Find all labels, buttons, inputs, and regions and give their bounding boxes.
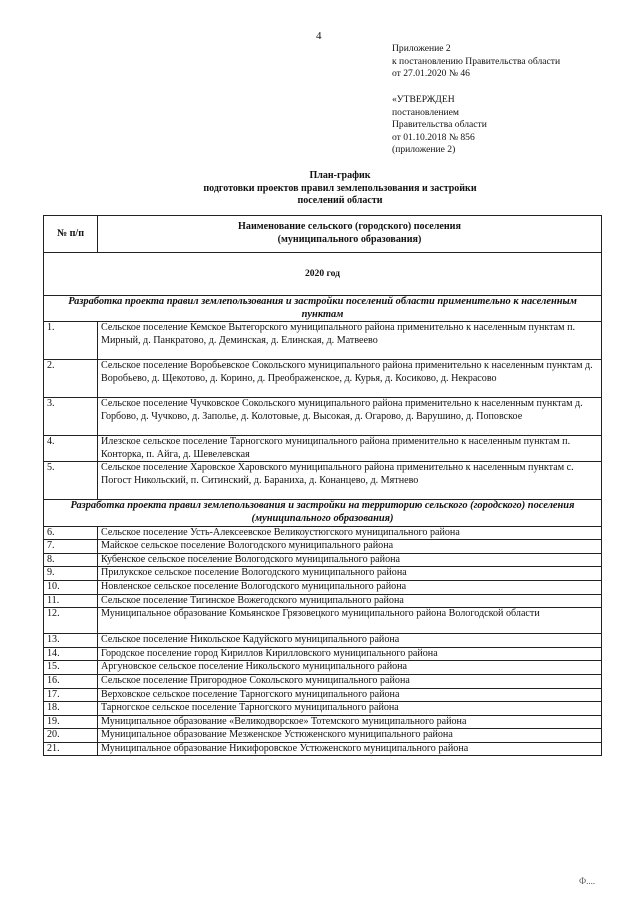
row-number: 15. <box>44 661 98 675</box>
row-name: Сельское поселение Никольское Кадуйского муниципального района <box>98 634 602 648</box>
table-row <box>44 567 602 581</box>
table-row <box>44 594 602 608</box>
row-name: Верховское сельское поселение Тарногского муниципального района <box>98 688 602 702</box>
table-row <box>44 322 602 360</box>
section-row <box>44 500 602 526</box>
table-header-row <box>44 216 602 253</box>
row-number: 2. <box>44 360 98 398</box>
header-num: № п/п <box>44 216 98 253</box>
table-row <box>44 647 602 661</box>
section-title: Разработка проекта правил землепользования и застройки поселений области применительно к населенным пунктам <box>44 296 602 322</box>
row-name: Сельское поселение Харовское Харовского муниципального района применительно к населенным пунктам с. Погост Никольский, п. Ситинский, д. Бараниха, д. Конанцево, д. Мятнево <box>98 462 602 500</box>
table-row <box>44 661 602 675</box>
table-row <box>44 526 602 540</box>
approval-line: Правительства области <box>392 119 487 131</box>
title-line: подготовки проектов правил землепользования и застройки <box>203 182 477 194</box>
row-number: 5. <box>44 462 98 500</box>
table-row <box>44 715 602 729</box>
schedule-table <box>43 215 602 756</box>
table-row <box>44 462 602 500</box>
row-number: 6. <box>44 526 98 540</box>
year-label: 2020 год <box>44 253 602 296</box>
table-row <box>44 688 602 702</box>
table-row <box>44 608 602 634</box>
row-name: Сельское поселение Усть-Алексеевское Великоустюгского муниципального района <box>98 526 602 540</box>
row-name: Новленское сельское поселение Вологодского муниципального района <box>98 580 602 594</box>
table-row <box>44 540 602 554</box>
approval-note <box>392 94 487 157</box>
row-name: Муниципальное образование Мезженское Устюженского муниципального района <box>98 729 602 743</box>
table-row <box>44 436 602 462</box>
row-name: Кубенское сельское поселение Вологодского муниципального района <box>98 553 602 567</box>
page-number: 4 <box>316 30 322 42</box>
row-number: 18. <box>44 702 98 716</box>
row-name: Муниципальное образование Никифоровское Устюженского муниципального района <box>98 742 602 756</box>
approval-line: (приложение 2) <box>392 144 456 156</box>
row-number: 11. <box>44 594 98 608</box>
row-name: Городское поселение город Кириллов Кирилловского муниципального района <box>98 647 602 661</box>
title-line: поселений области <box>297 195 383 206</box>
approval-line: «УТВЕРЖДЕН <box>392 94 455 105</box>
row-name: Сельское поселение Пригородное Сокольского муниципального района <box>98 674 602 688</box>
row-name: Сельское поселение Воробьевское Сокольского муниципального района применительно к населенным пунктам д. Воробьево, д. Щекотово, д. Корино, д. Преображенское, д. Курья, д. Косиково, д. Некрасово <box>98 360 602 398</box>
row-name: Тарногское сельское поселение Тарногского муниципального района <box>98 702 602 716</box>
table-row <box>44 580 602 594</box>
section-row <box>44 296 602 322</box>
row-number: 3. <box>44 398 98 436</box>
table-row <box>44 360 602 398</box>
row-name: Прилукское сельское поселение Вологодского муниципального района <box>98 567 602 581</box>
table-row <box>44 634 602 648</box>
section-title: Разработка проекта правил землепользования и застройки на территорию сельского (городского) поселения (муниципального образования) <box>44 500 602 526</box>
table-row <box>44 702 602 716</box>
table-row <box>44 674 602 688</box>
row-number: 10. <box>44 580 98 594</box>
row-name: Аргуновское сельское поселение Никольского муниципального района <box>98 661 602 675</box>
year-row <box>44 253 602 296</box>
scan-mark: Ф.... <box>579 876 596 886</box>
row-name: Сельское поселение Кемское Вытегорского муниципального района применительно к населенным пунктам п. Мирный, д. Панкратово, д. Деминская, д. Елинская, д. Матвеево <box>98 322 602 360</box>
row-number: 19. <box>44 715 98 729</box>
table-row <box>44 398 602 436</box>
approval-line: от 01.10.2018 № 856 <box>392 131 475 143</box>
header-name: Наименование сельского (городского) поселения (муниципального образования) <box>98 216 602 253</box>
table-row <box>44 729 602 743</box>
appendix-line: от 27.01.2020 № 46 <box>392 68 470 80</box>
row-name: Муниципальное образование «Великодворское» Тотемского муниципального района <box>98 715 602 729</box>
row-number: 20. <box>44 729 98 743</box>
row-number: 8. <box>44 553 98 567</box>
row-number: 12. <box>44 608 98 634</box>
table-row <box>44 742 602 756</box>
appendix-line: к постановлению Правительства области <box>392 55 561 67</box>
row-number: 17. <box>44 688 98 702</box>
title-line: План-график <box>309 170 371 181</box>
row-number: 16. <box>44 674 98 688</box>
row-name: Сельское поселение Тигинское Вожегодского муниципального района <box>98 594 602 608</box>
approval-line: постановлением <box>392 106 459 118</box>
row-name: Майское сельское поселение Вологодского муниципального района <box>98 540 602 554</box>
appendix-note <box>392 43 560 81</box>
document-title <box>120 170 560 208</box>
appendix-line: Приложение 2 <box>392 43 451 54</box>
row-number: 1. <box>44 322 98 360</box>
row-number: 4. <box>44 436 98 462</box>
row-number: 9. <box>44 567 98 581</box>
row-number: 21. <box>44 742 98 756</box>
row-number: 7. <box>44 540 98 554</box>
row-number: 13. <box>44 634 98 648</box>
row-name: Илезское сельское поселение Тарногского муниципального района применительно к населенным пунктам п. Конторка, п. Айга, д. Шевелевская <box>98 436 602 462</box>
table-row <box>44 553 602 567</box>
row-number: 14. <box>44 647 98 661</box>
row-name: Муниципальное образование Комьянское Грязовецкого муниципального района Вологодской области <box>98 608 602 634</box>
row-name: Сельское поселение Чучковское Сокольского муниципального района применительно к населенным пунктам д. Горбово, д. Чучково, д. Заполье, д. Колотовые, д. Высокая, д. Огарово, д. Варушино, д. Поповское <box>98 398 602 436</box>
